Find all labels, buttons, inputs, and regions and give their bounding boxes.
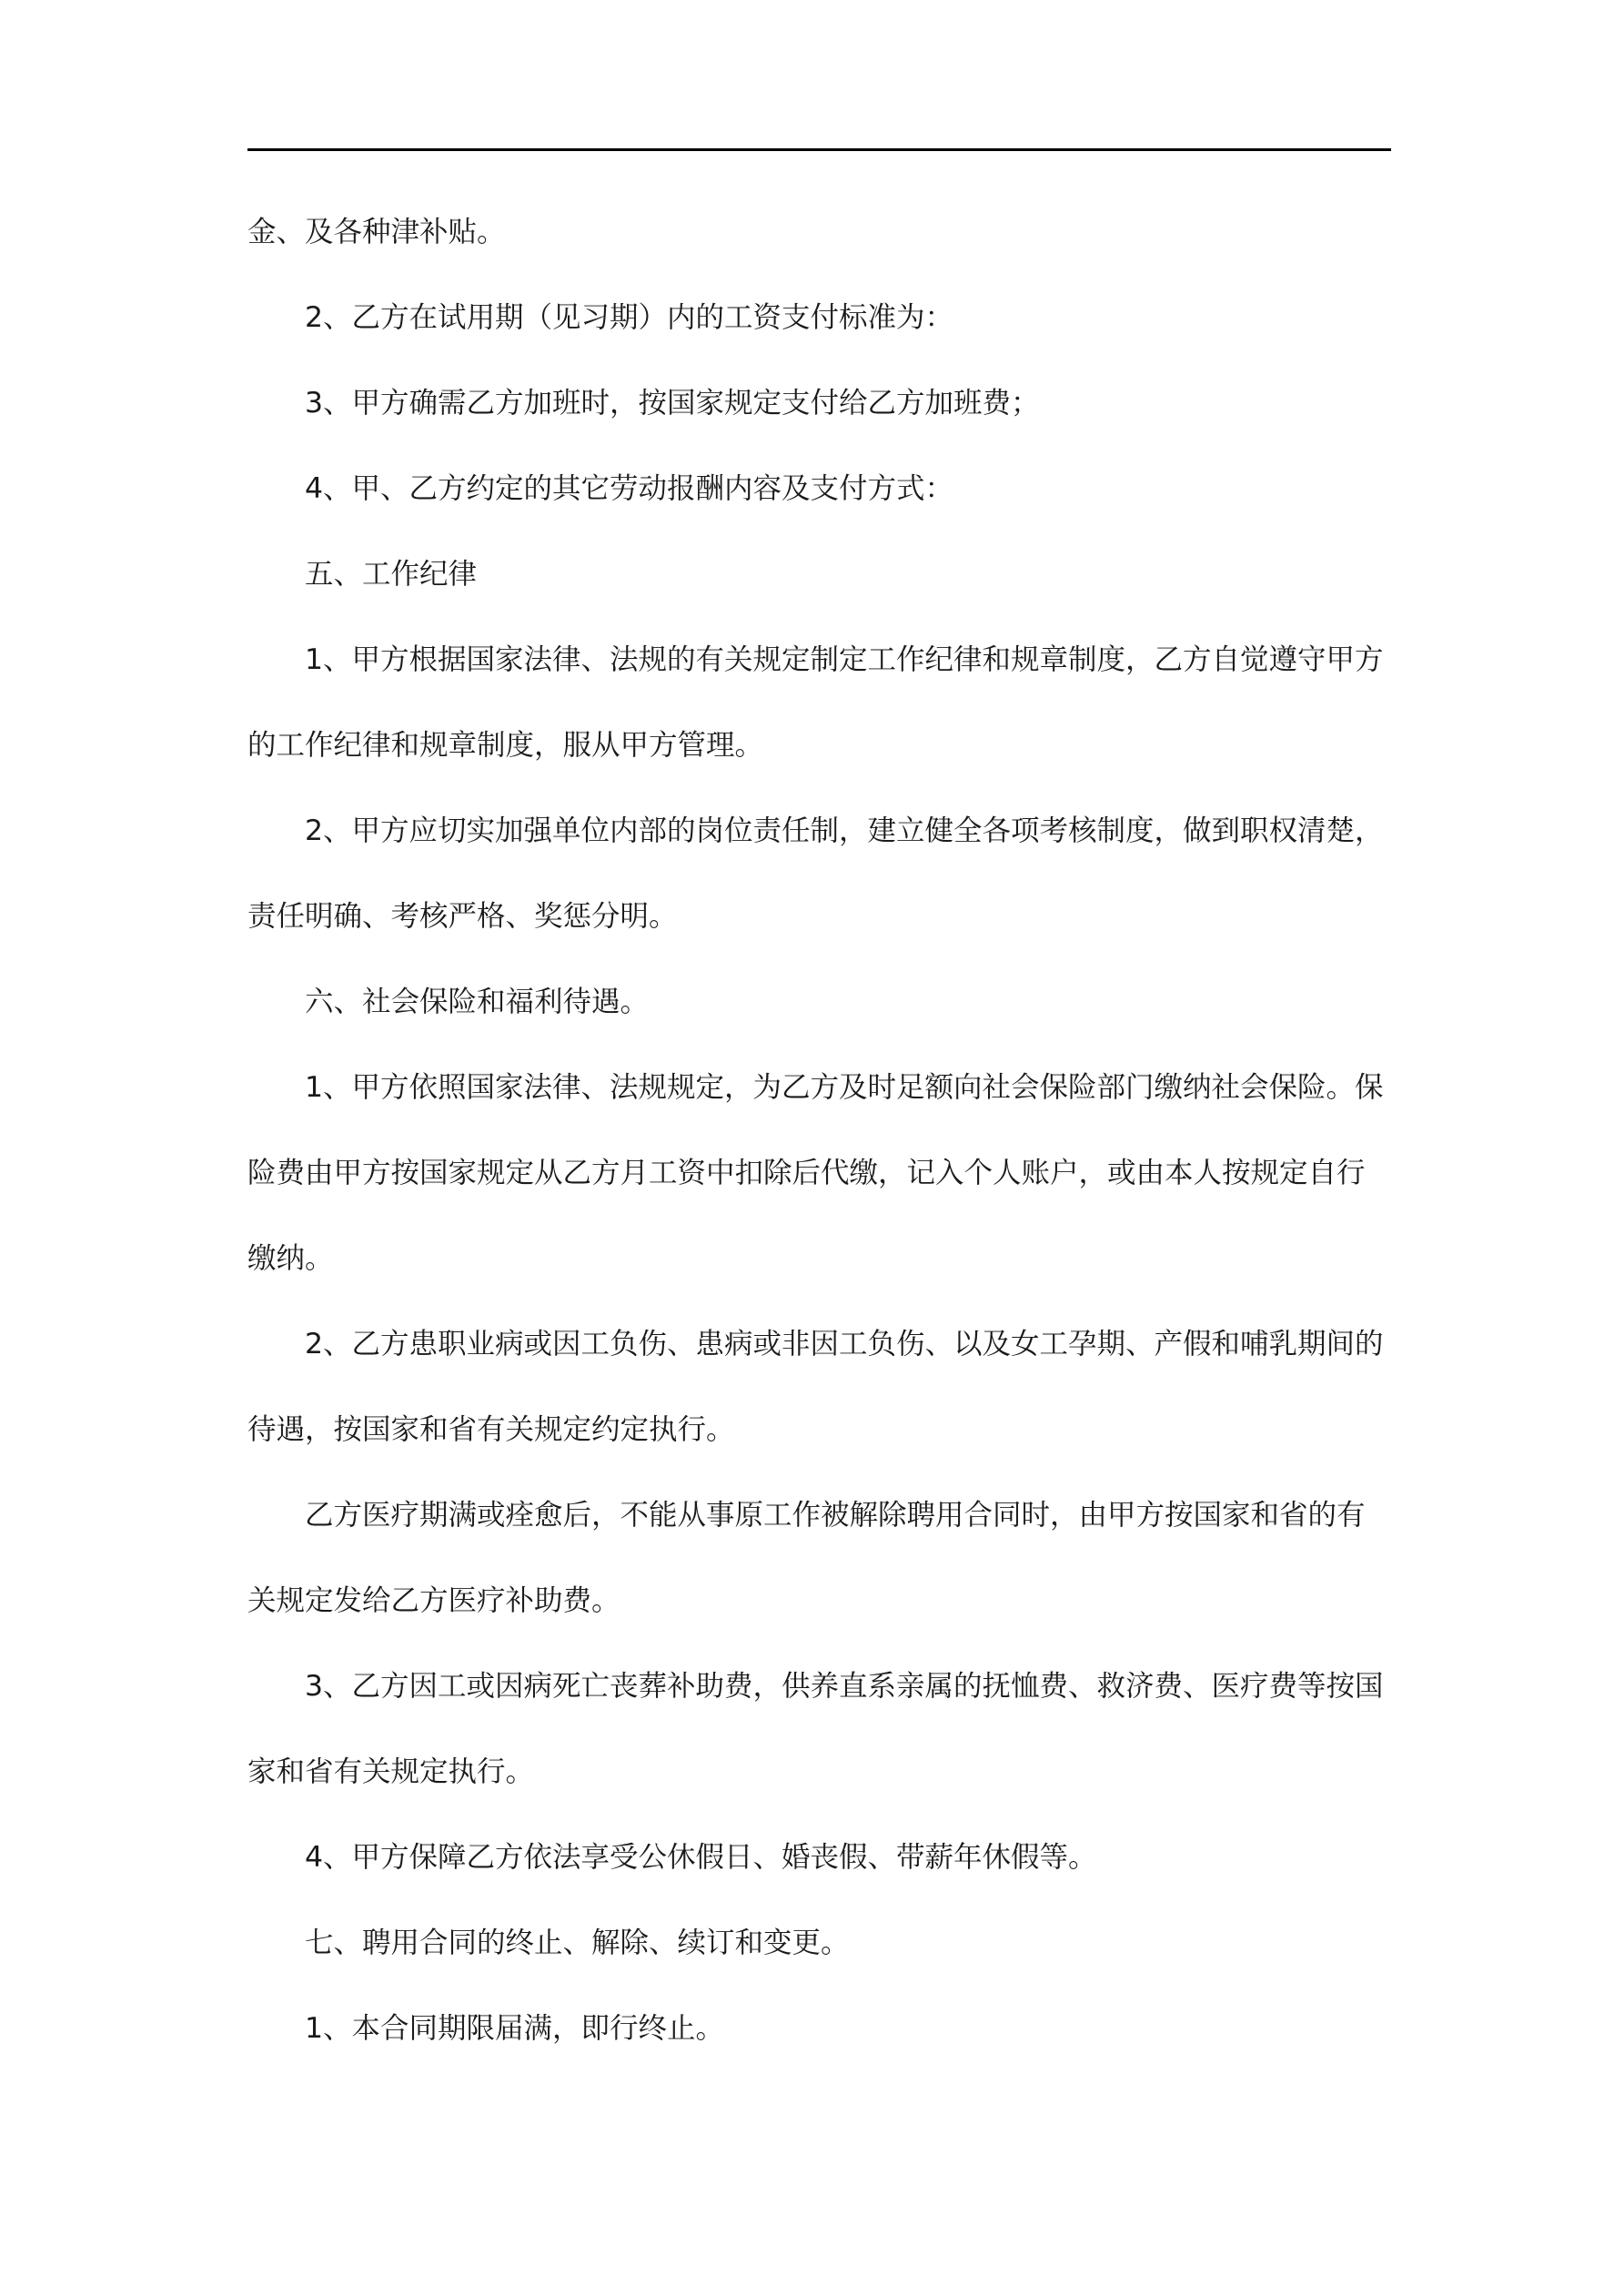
paragraph-probation-pay: 2、乙方在试用期（见习期）内的工资支付标准为： <box>305 301 954 334</box>
section-heading-social-insurance: 六、社会保险和福利待遇。 <box>305 986 650 1018</box>
paragraph-responsibility-system: 2、甲方应切实加强单位内部的岗位责任制，建立健全各项考核制度，做到职权清楚，责任明确、考核严格、奖惩分明。 <box>247 814 1384 933</box>
document-body <box>247 189 1391 2071</box>
paragraph-allowances-continued: 金、及各种津补贴。 <box>247 216 506 248</box>
section-heading-contract-termination: 七、聘用合同的终止、解除、续订和变更。 <box>305 1927 850 1959</box>
paragraph-discipline-rules: 1、甲方根据国家法律、法规的有关规定制定工作纪律和规章制度，乙方自觉遵守甲方的工作纪律和规章制度，服从甲方管理。 <box>247 643 1384 762</box>
paragraph-insurance-payment: 1、甲方依照国家法律、法规规定，为乙方及时足额向社会保险部门缴纳社会保险。保险费由甲方按国家规定从乙方月工资中扣除后代缴，记入个人账户，或由本人按规定自行缴纳。 <box>247 1071 1384 1275</box>
paragraph-holidays-leave: 4、甲方保障乙方依法享受公休假日、婚丧假、带薪年休假等。 <box>305 1841 1097 1874</box>
section-heading-work-discipline: 五、工作纪律 <box>305 558 478 591</box>
paragraph-medical-subsidy: 乙方医疗期满或痊愈后，不能从事原工作被解除聘用合同时，由甲方按国家和省的有关规定发给乙方医疗补助费。 <box>247 1499 1366 1617</box>
paragraph-contract-expiry: 1、本合同期限届满，即行终止。 <box>305 2012 725 2045</box>
paragraph-illness-injury-benefits: 2、乙方患职业病或因工负伤、患病或非因工负伤、以及女工孕期、产假和哺乳期间的待遇，按国家和省有关规定约定执行。 <box>247 1328 1384 1446</box>
paragraph-overtime-pay: 3、甲方确需乙方加班时，按国家规定支付给乙方加班费； <box>305 387 1040 420</box>
header-rule <box>247 148 1391 151</box>
paragraph-death-benefits: 3、乙方因工或因病死亡丧葬补助费，供养直系亲属的抚恤费、救济费、医疗费等按国家和省有关规定执行。 <box>247 1670 1384 1788</box>
paragraph-other-remuneration: 4、甲、乙方约定的其它劳动报酬内容及支付方式： <box>305 472 954 505</box>
